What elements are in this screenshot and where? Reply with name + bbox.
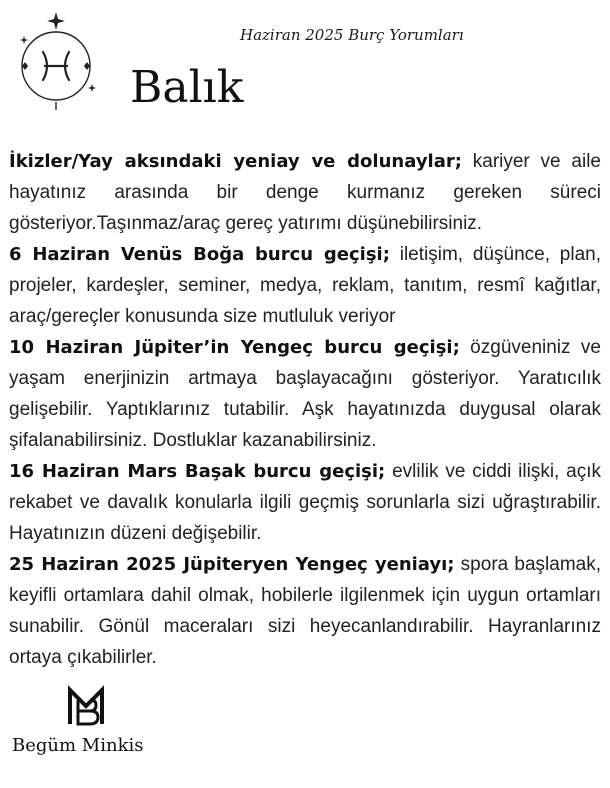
horoscope-content	[9, 146, 601, 673]
paragraph-text: özgüveniniz ve yaşam enerjinizin artmaya başlayacağını gösteriyor. Yaratıcılık gelişebilir. Yaptıklarınız tutabilir. Aşk hayatınızda duygusal olarak şifalanabilirsiniz. Dostluklar kazanabilirsiniz.	[9, 337, 601, 451]
paragraph-text: kariyer ve aile hayatınız arasında bir denge kurmanız gereken süreci gösteriyor.Taşınmaz/araç gereç yatırımı düşünebilirsiniz.	[9, 151, 601, 234]
paragraph-mars-virgo	[9, 456, 601, 549]
paragraph-text: evlilik ve ciddi ilişki, açık rekabet ve davalık konularla ilgili geçmiş sorunlarla sizi uğraştırabilir. Hayatınızın düzeni değişebilir.	[9, 461, 601, 544]
paragraph-new-full-moons	[9, 146, 601, 239]
bm-monogram-icon	[66, 684, 106, 728]
page-title: Balık	[130, 62, 244, 113]
pisces-emblem-icon	[8, 10, 104, 116]
paragraph-venus-taurus	[9, 239, 601, 332]
paragraph-cancer-new-moon	[9, 549, 601, 673]
paragraph-text: spora başlamak, keyifli ortamlara dahil olmak, hobilerle ilgilenmek için uygun ortamları sunabilir. Gönül maceraları sizi heyecanlandırabilir. Hayranlarınız ortaya çıkabilirler.	[9, 554, 601, 668]
paragraph-heading: 6 Haziran Venüs Boğa burcu geçişi;	[9, 244, 390, 265]
paragraph-heading: 10 Haziran Jüpiter’in Yengeç burcu geçişi;	[9, 337, 460, 358]
paragraph-jupiter-cancer	[9, 332, 601, 456]
paragraph-heading: 25 Haziran 2025 Jüpiteryen Yengeç yeniayı;	[9, 554, 455, 575]
brand-name: Begüm Minkis	[12, 735, 144, 756]
paragraph-heading: İkizler/Yay aksındaki yeniay ve dolunaylar;	[9, 151, 462, 172]
paragraph-heading: 16 Haziran Mars Başak burcu geçişi;	[9, 461, 386, 482]
page-subtitle: Haziran 2025 Burç Yorumları	[240, 26, 464, 44]
paragraph-text: iletişim, düşünce, plan, projeler, kardeşler, seminer, medya, reklam, tanıtım, resmî kağıtlar, araç/gereçler konusunda size mutluluk veriyor	[9, 244, 601, 327]
